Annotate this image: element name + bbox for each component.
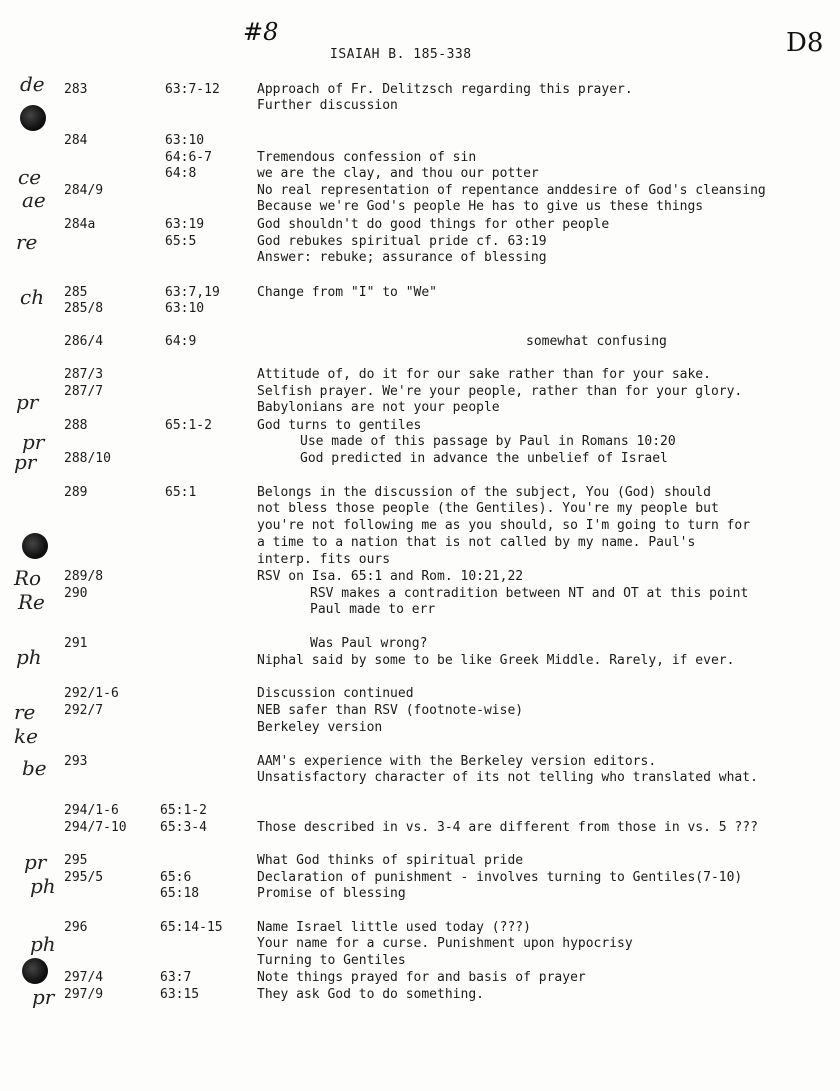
margin-mark: pr [24,850,47,874]
entry-page-ref: 284/9 [64,183,104,198]
entry-verse-ref: 63:7-12 [165,82,220,97]
entry-note-line: Further discussion [257,98,398,113]
margin-mark: ph [16,645,42,669]
entry-note-line: They ask God to do something. [257,987,484,1002]
entry-note-line: a time to a nation that is not called by my name. Paul's [257,535,696,550]
entry-verse-ref: 65:6 [160,870,192,885]
entry-note-line: Belongs in the discussion of the subject, You (God) should [257,485,711,500]
entry-note-line: Your name for a curse. Punishment upon hypocrisy [257,936,633,951]
margin-mark: ch [20,285,45,309]
entry-verse-ref: 65:1-2 [160,803,207,818]
entry-page-ref: 291 [64,636,88,651]
entry-note-line: Because we're God's people He has to give us these things [257,199,704,214]
entry-verse-ref: 65:1-2 [165,418,212,433]
entry-verse-ref: 65:5 [165,234,197,249]
margin-mark: re [16,230,38,254]
handwritten-number: #8 [243,18,279,46]
page-title: ISAIAH B. 185-338 [330,47,472,62]
entry-page-ref: 297/9 [64,987,104,1002]
entry-note-line: somewhat confusing [526,334,667,349]
entry-note-line: Paul made to err [310,602,436,617]
margin-mark: ke [14,724,38,748]
margin-mark: pr [14,450,37,474]
margin-mark: pr [16,390,39,414]
margin-mark: ae [22,188,46,212]
entry-note-line: Approach of Fr. Delitzsch regarding this prayer. [257,82,633,97]
entry-note-line: RSV on Isa. 65:1 and Rom. 10:21,22 [257,569,524,584]
hole-punch-icon [22,958,48,984]
entry-note-line: Name Israel little used today (???) [257,920,531,935]
entry-page-ref: 288 [64,418,88,433]
entry-note-line: Tremendous confession of sin [257,150,477,165]
entry-page-ref: 293 [64,754,88,769]
entry-page-ref: 289/8 [64,569,104,584]
entry-note-line: God shouldn't do good things for other people [257,217,610,232]
entry-note-line: Those described in vs. 3-4 are different from those in vs. 5 ??? [257,820,758,835]
entry-verse-ref: 65:3-4 [160,820,207,835]
entry-note-line: not bless those people (the Gentiles). You're my people but [257,501,719,516]
entry-verse-ref: 63:10 [165,133,205,148]
hole-punch-icon [22,533,48,559]
entry-verse-ref: 65:1 [165,485,197,500]
entry-note-line: No real representation of repentance anddesire of God's cleansing [257,183,766,198]
entry-note-line: God rebukes spiritual pride cf. 63:19 [257,234,547,249]
handwritten-corner-label: D8 [786,28,824,58]
entry-note-line: Declaration of punishment - involves turning to Gentiles(7-10) [257,870,743,885]
entry-note-line: Attitude of, do it for our sake rather than for your sake. [257,367,711,382]
entry-note-line: Use made of this passage by Paul in Romans 10:20 [300,434,676,449]
entry-verse-ref: 64:8 [165,166,197,181]
entry-note-line: we are the clay, and thou our potter [257,166,539,181]
entry-note-line: Turning to Gentiles [257,953,406,968]
entry-page-ref: 285 [64,285,88,300]
entry-page-ref: 294/7-10 [64,820,127,835]
entry-note-line: Note things prayed for and basis of prayer [257,970,586,985]
entry-verse-ref: 65:14-15 [160,920,223,935]
entry-page-ref: 283 [64,82,88,97]
entry-page-ref: 295/5 [64,870,104,885]
entry-page-ref: 290 [64,586,88,601]
entry-page-ref: 294/1-6 [64,803,119,818]
entry-note-line: Selfish prayer. We're your people, rather than for your glory. [257,384,743,399]
entry-note-line: you're not following me as you should, so I'm going to turn for [257,518,751,533]
entry-note-line: Babylonians are not your people [257,400,500,415]
entry-page-ref: 296 [64,920,88,935]
entry-page-ref: 287/3 [64,367,104,382]
margin-mark: be [22,756,47,780]
entry-note-line: Unsatisfactory character of its not telling who translated what. [257,770,758,785]
entry-note-line: God predicted in advance the unbelief of Israel [300,451,668,466]
hole-punch-icon [20,105,46,131]
entry-verse-ref: 64:9 [165,334,197,349]
margin-mark: pr [22,430,45,454]
entry-verse-ref: 63:7 [160,970,192,985]
entry-page-ref: 284 [64,133,88,148]
entry-page-ref: 285/8 [64,301,104,316]
entry-verse-ref: 63:15 [160,987,200,1002]
entry-page-ref: 288/10 [64,451,111,466]
entry-note-line: What God thinks of spiritual pride [257,853,524,868]
entry-note-line: Answer: rebuke; assurance of blessing [257,250,547,265]
entry-note-line: Discussion continued [257,686,414,701]
entry-note-line: Berkeley version [257,720,383,735]
entry-page-ref: 292/7 [64,703,104,718]
entry-note-line: Was Paul wrong? [310,636,428,651]
entry-page-ref: 292/1-6 [64,686,119,701]
margin-mark: pr [32,985,55,1009]
entry-note-line: interp. fits ours [257,552,391,567]
entry-page-ref: 286/4 [64,334,104,349]
entry-page-ref: 297/4 [64,970,104,985]
entry-page-ref: 284a [64,217,96,232]
entry-verse-ref: 63:19 [165,217,205,232]
margin-mark: ph [30,932,56,956]
margin-mark: re [14,700,36,724]
entry-note-line: Change from "I" to "We" [257,285,438,300]
margin-mark: de [20,72,45,96]
entry-note-line: RSV makes a contradition between NT and OT at this point [310,586,749,601]
margin-mark: ce [18,165,42,189]
margin-mark: Ro [14,566,42,590]
entry-note-line: AAM's experience with the Berkeley version editors. [257,754,657,769]
entry-verse-ref: 63:7,19 [165,285,220,300]
entry-verse-ref: 65:18 [160,886,200,901]
entry-page-ref: 287/7 [64,384,104,399]
entry-page-ref: 295 [64,853,88,868]
entry-note-line: God turns to gentiles [257,418,422,433]
entry-page-ref: 289 [64,485,88,500]
margin-mark: ph [30,874,56,898]
entry-verse-ref: 64:6-7 [165,150,212,165]
entry-note-line: NEB safer than RSV (footnote-wise) [257,703,524,718]
entry-note-line: Promise of blessing [257,886,406,901]
entry-verse-ref: 63:10 [165,301,205,316]
margin-mark: Re [18,590,45,614]
entry-note-line: Niphal said by some to be like Greek Middle. Rarely, if ever. [257,653,735,668]
